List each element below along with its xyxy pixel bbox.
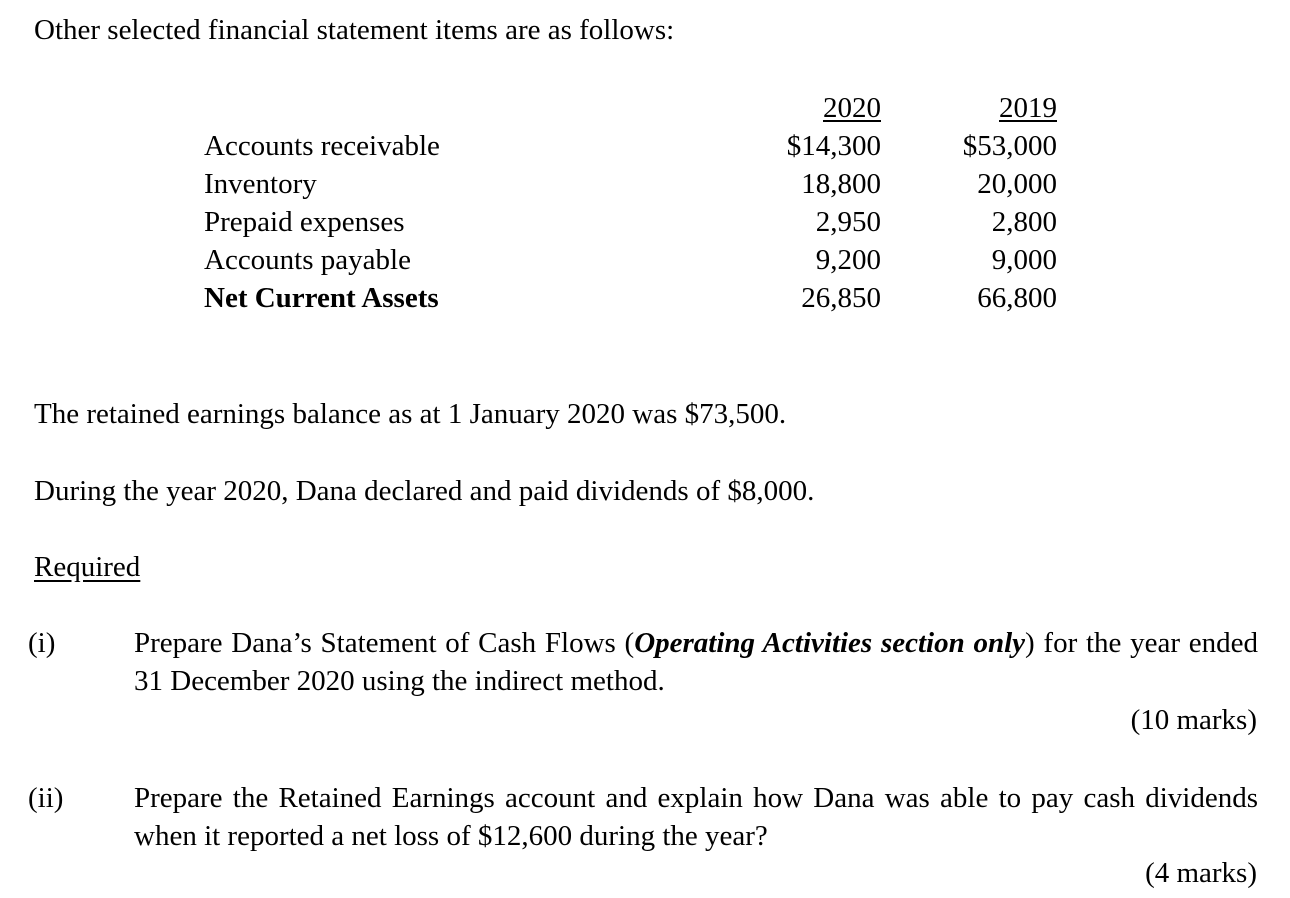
- question-text-i: [134, 624, 1258, 700]
- value-2020-net-current-assets: 26,850: [801, 282, 881, 314]
- value-2019-accounts-payable: 9,000: [991, 244, 1057, 276]
- row-label-prepaid-expenses: Prepaid expenses: [204, 206, 405, 238]
- marks-ii: (4 marks): [1145, 857, 1257, 889]
- column-header-2019: 2019: [999, 92, 1057, 124]
- value-2020-accounts-receivable: $14,300: [786, 130, 881, 162]
- question-text-ii: Prepare the Retained Earnings account and explain how Dana was able to pay cash dividends when it reported a net loss of $12,600 during the year?: [134, 782, 1258, 852]
- row-label-accounts-payable: Accounts payable: [204, 244, 411, 276]
- question-text-i-emphasis: Operating Activities section only: [634, 627, 1026, 659]
- value-2019-prepaid-expenses: 2,800: [991, 206, 1057, 238]
- marks-i: (10 marks): [1130, 704, 1257, 736]
- question-text-i-start: Prepare Dana’s Statement of Cash Flows (: [134, 627, 635, 659]
- retained-earnings-statement: The retained earnings balance as at 1 January 2020 was $73,500.: [34, 398, 787, 430]
- intro-text: Other selected financial statement items are as follows:: [34, 14, 675, 46]
- value-2020-accounts-payable: 9,200: [815, 244, 881, 276]
- question-number-i: (i): [28, 627, 56, 659]
- question-text-i-end: ) for the year ended 31 December 2020 using the indirect method.: [134, 627, 1258, 697]
- value-2019-net-current-assets: 66,800: [977, 282, 1057, 314]
- column-header-2020: 2020: [823, 92, 881, 124]
- question-number-ii: (ii): [28, 782, 64, 814]
- value-2020-prepaid-expenses: 2,950: [815, 206, 881, 238]
- value-2020-inventory: 18,800: [801, 168, 881, 200]
- required-heading: Required: [34, 551, 141, 583]
- value-2019-inventory: 20,000: [977, 168, 1057, 200]
- dividends-statement: During the year 2020, Dana declared and paid dividends of $8,000.: [34, 475, 815, 507]
- row-label-inventory: Inventory: [204, 168, 317, 200]
- row-label-net-current-assets: Net Current Assets: [204, 282, 439, 314]
- value-2019-accounts-receivable: $53,000: [962, 130, 1057, 162]
- row-label-accounts-receivable: Accounts receivable: [204, 130, 440, 162]
